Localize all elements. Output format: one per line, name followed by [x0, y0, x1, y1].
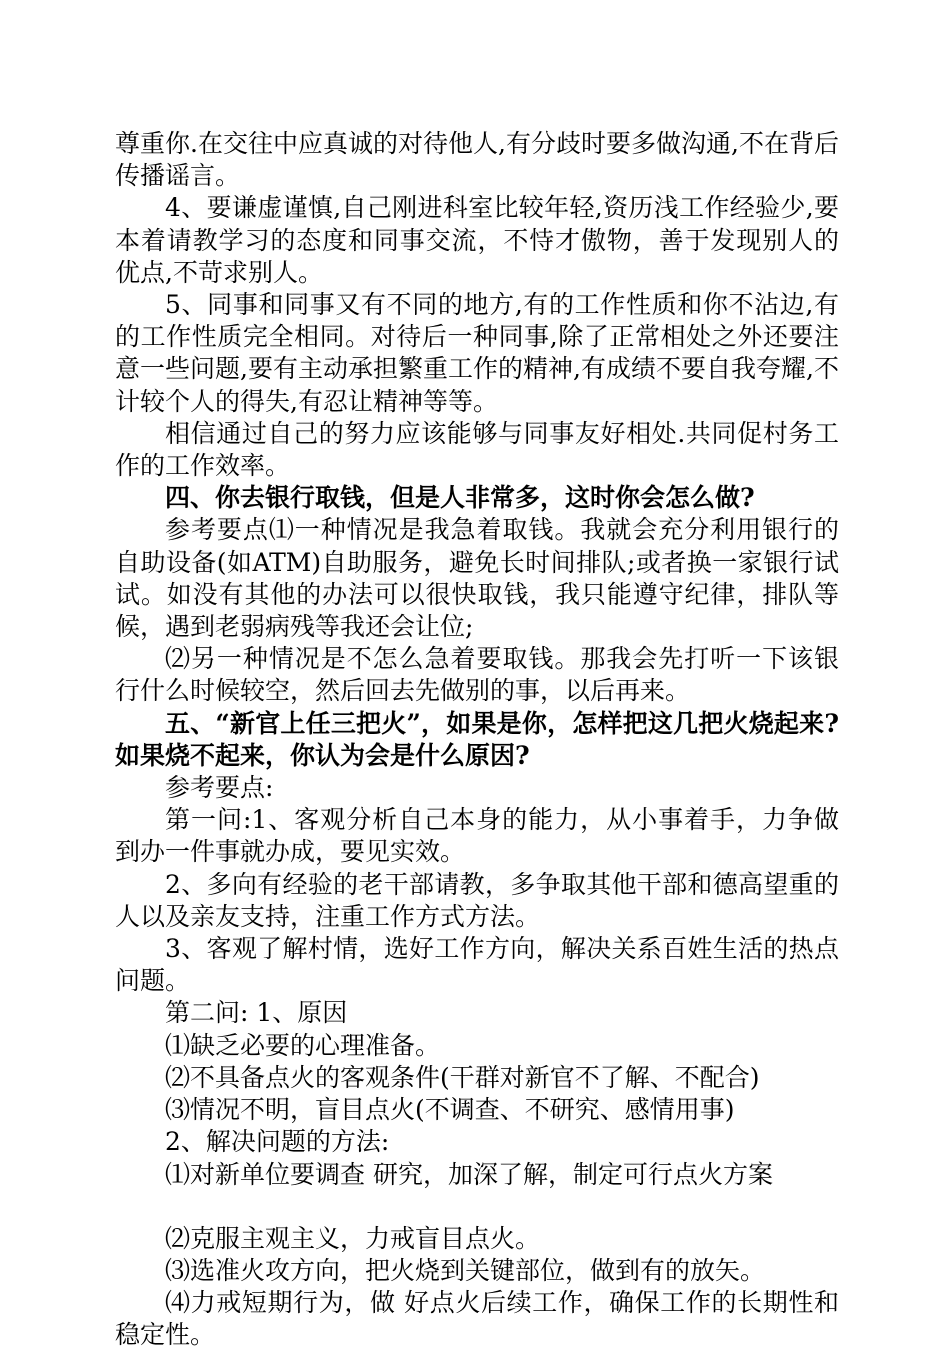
- paragraph: ⑵不具备点火的客观条件(干群对新官不了解、不配合): [165, 1062, 760, 1092]
- section-heading: 四、你去银行取钱，但是人非常多，这时你会怎么做?: [165, 483, 755, 513]
- section-heading: 五、“新官上任三把火”，如果是你，怎样把这几把火烧起来?如果烧不起来，你认为会是什么原因?: [115, 708, 839, 770]
- paragraph: ⑵另一种情况是不怎么急着要取钱。那我会先打听一下该银行什么时候较空，然后回去先做别的事，以后再来。: [115, 644, 839, 706]
- paragraph: 第二问: 1、原因: [165, 998, 348, 1028]
- paragraph: ⑵克服主观主义，力戒盲目点火。: [165, 1223, 541, 1253]
- paragraph: 参考要点:: [165, 773, 274, 803]
- paragraph: 5、同事和同事又有不同的地方,有的工作性质和你不沾边,有的工作性质完全相同。对待后一种同事,除了正常相处之外还要注意一些问题,要有主动承担繁重工作的精神,有成绩不要自我夸耀,不计较个人的得失,有忍让精神等等。: [115, 290, 839, 416]
- paragraph: 2、解决问题的方法:: [165, 1127, 390, 1157]
- paragraph: 尊重你.在交往中应真诚的对待他人,有分歧时要多做沟通,不在背后传播谣言。: [115, 129, 839, 191]
- paragraph: 2、多向有经验的老干部请教，多争取其他干部和德高望重的人以及亲友支持，注重工作方式方法。: [115, 869, 839, 931]
- paragraph: ⑷力戒短期行为，做 好点火后续工作，确保工作的长期性和稳定性。: [115, 1288, 839, 1350]
- paragraph: ⑴对新单位要调查 研究，加深了解，制定可行点火方案: [165, 1159, 773, 1189]
- paragraph: 相信通过自己的努力应该能够与同事友好相处.共同促村务工作的工作效率。: [115, 418, 839, 481]
- paragraph: ⑴缺乏必要的心理准备。: [165, 1030, 441, 1060]
- paragraph: [115, 1191, 839, 1223]
- paragraph: 3、客观了解村情，选好工作方向，解决关系百姓生活的热点问题。: [115, 934, 839, 996]
- document-page: [115, 128, 839, 1352]
- paragraph: 参考要点⑴一种情况是我急着取钱。我就会充分利用银行的自助设备(如ATM)自助服务，避免长时间排队;或者换一家银行试试。如没有其他的办法可以很快取钱，我只能遵守纪律，排队等候，遇到老弱病残等我还会让位;: [115, 515, 839, 642]
- paragraph: 4、要谦虚谨慎,自己刚进科室比较年轻,资历浅工作经验少,要本着请教学习的态度和同事交流，不恃才傲物，善于发现别人的优点,不苛求别人。: [115, 193, 839, 287]
- paragraph: ⑶选准火攻方向，把火烧到关键部位，做到有的放矢。: [165, 1255, 766, 1285]
- paragraph: 第一问:1、客观分析自己本身的能力，从小事着手，力争做到办一件事就办成，要见实效。: [115, 805, 839, 867]
- paragraph: ⑶情况不明，盲目点火(不调查、不研究、感情用事): [165, 1095, 735, 1125]
